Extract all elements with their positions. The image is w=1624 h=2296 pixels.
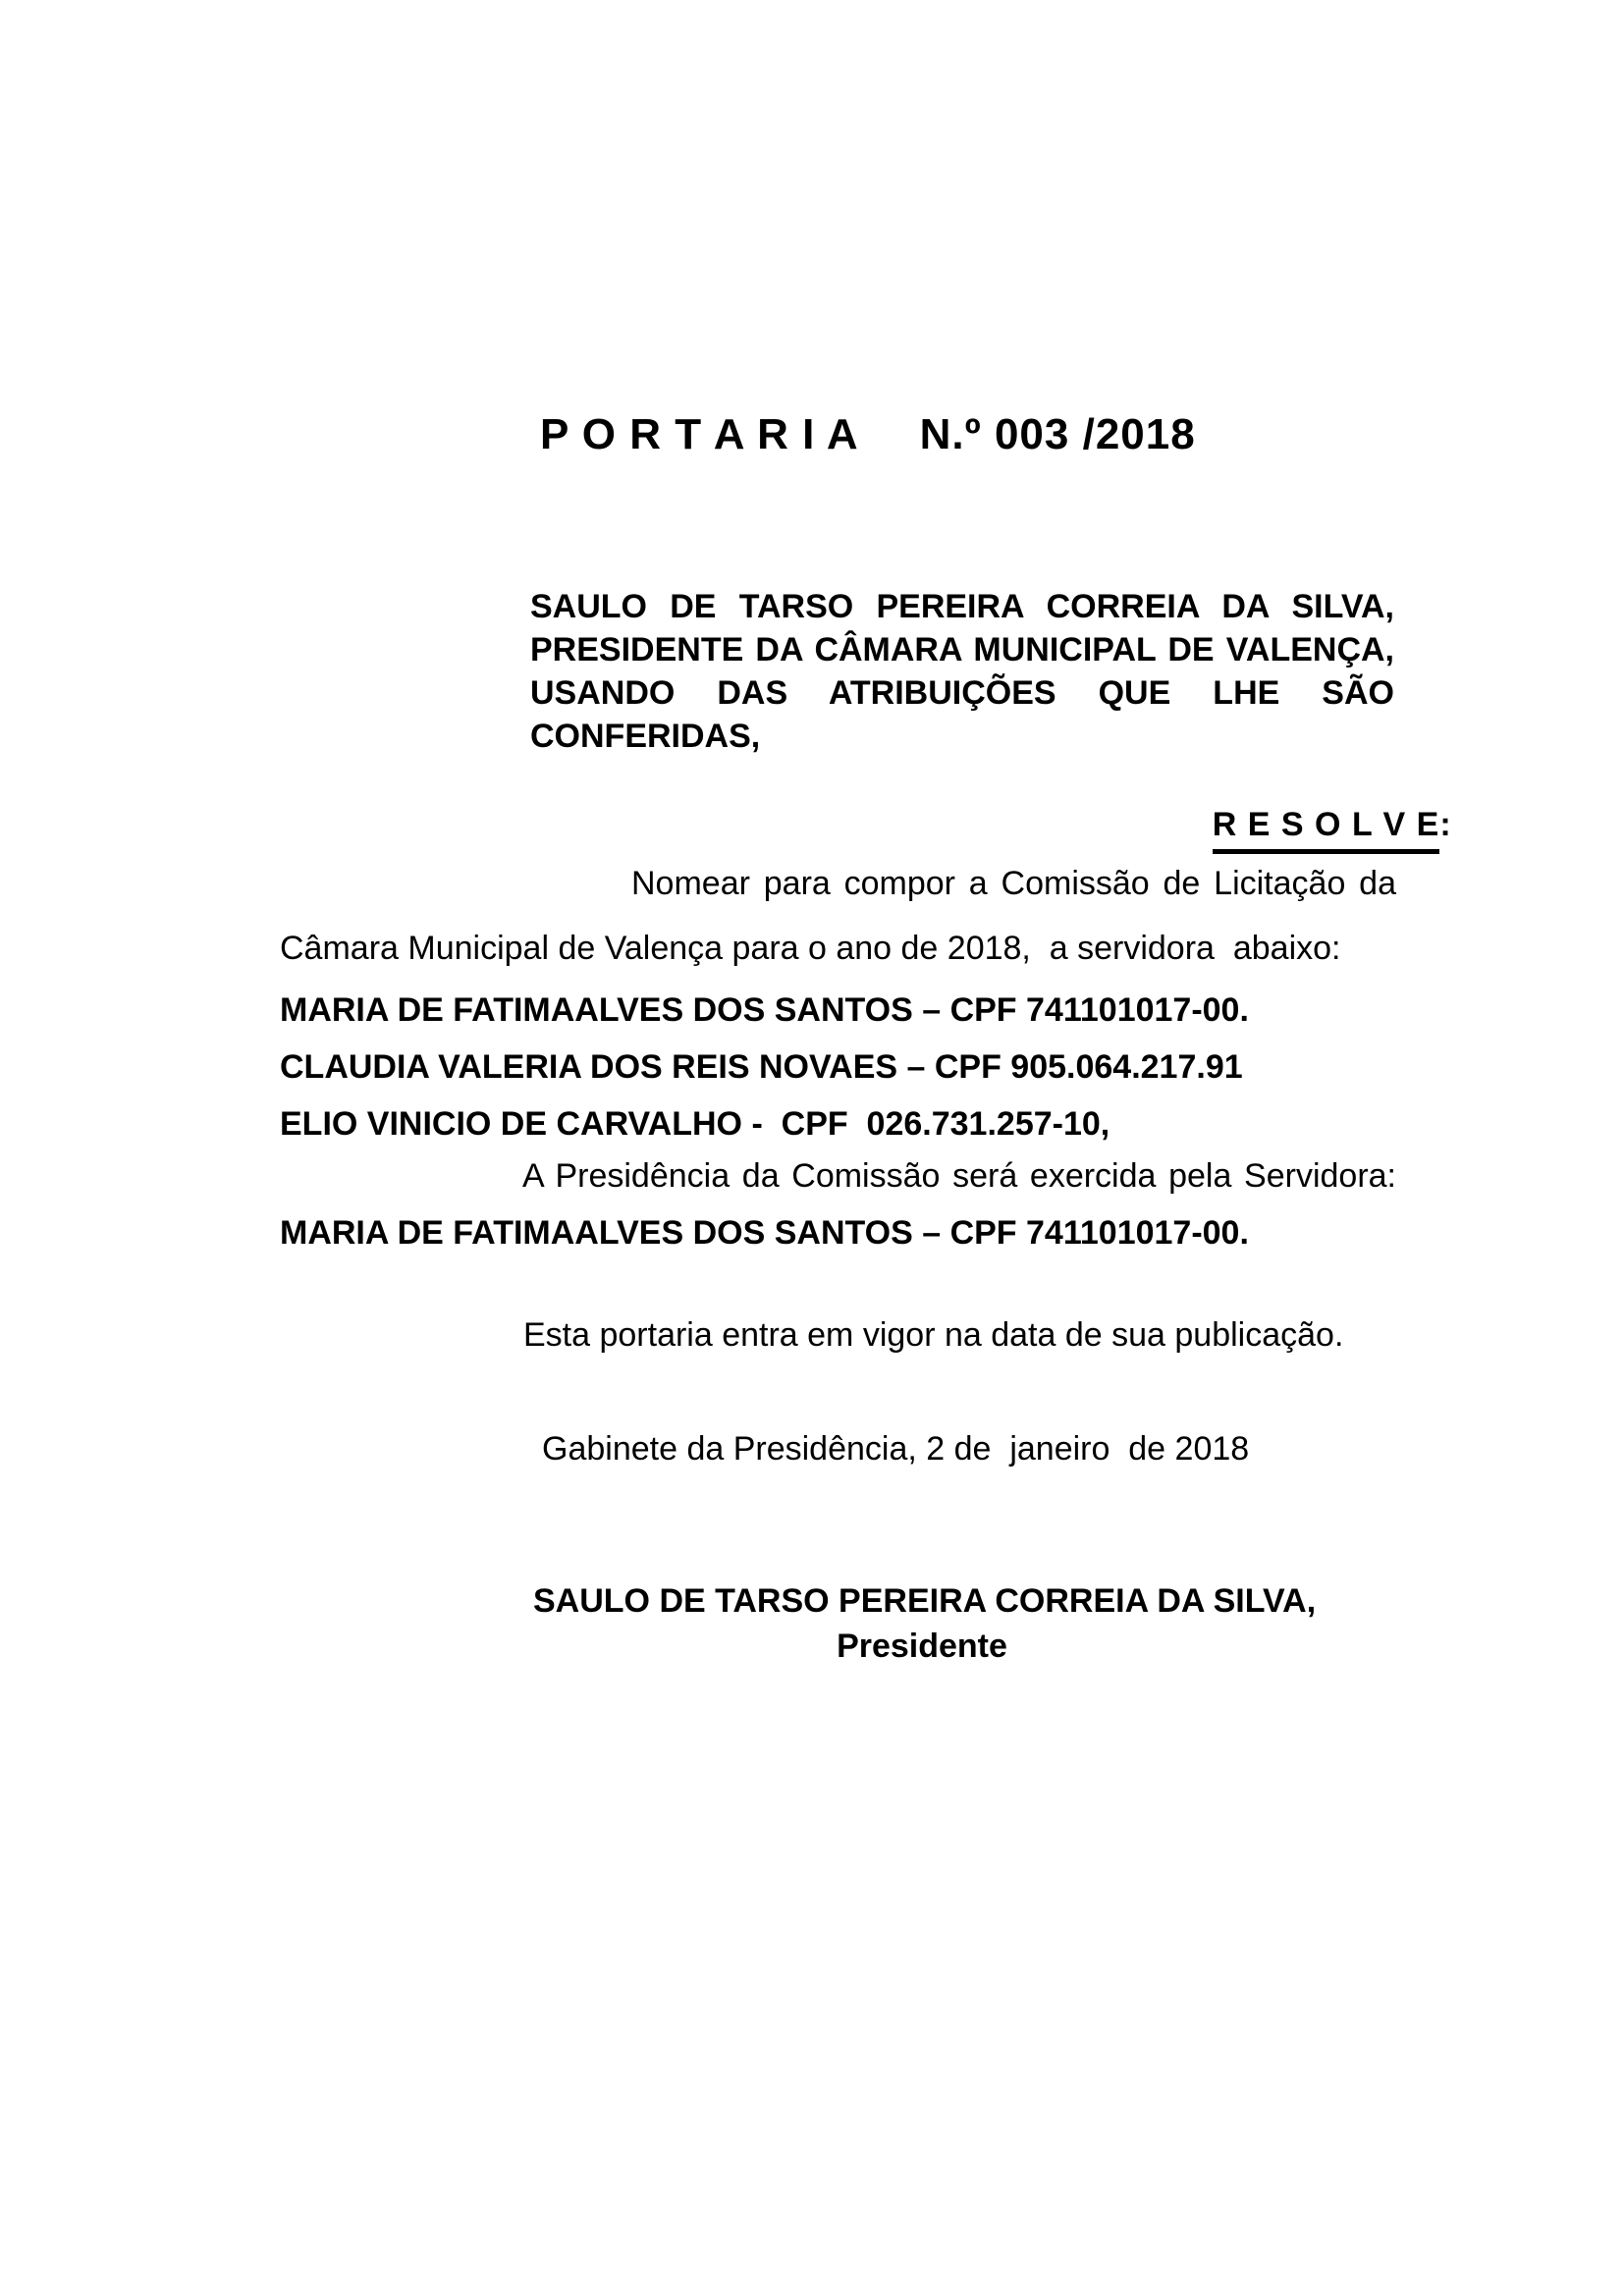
resolve-word: R E S O L V E <box>1213 805 1440 854</box>
member-line: CLAUDIA VALERIA DOS REIS NOVAES – CPF 905.064.217.91 <box>280 1048 1243 1086</box>
portaria-title-number: N.º 003 /2018 <box>919 410 1196 458</box>
president-member-line: MARIA DE FATIMAALVES DOS SANTOS – CPF 741101017-00. <box>280 1214 1249 1252</box>
portaria-title <box>540 410 1196 459</box>
preamble-paragraph <box>530 585 1394 758</box>
signature-block <box>533 1580 1317 1667</box>
preamble-line: USANDO DAS ATRIBUIÇÕES QUE LHE SÃO <box>530 674 1394 712</box>
portaria-title-name: P O R T A R I A <box>540 410 859 458</box>
member-line: ELIO VINICIO DE CARVALHO - CPF 026.731.257-10, <box>280 1105 1110 1143</box>
resolve-colon: : <box>1439 806 1452 843</box>
preamble-line: CONFERIDAS, <box>530 718 761 755</box>
preamble-line: PRESIDENTE DA CÂMARA MUNICIPAL DE VALENÇA, <box>530 631 1394 668</box>
appointment-line-2: Câmara Municipal de Valença para o ano de 2018, a servidora abaixo: <box>280 930 1341 967</box>
preamble-line: SAULO DE TARSO PEREIRA CORREIA DA SILVA, <box>530 588 1394 625</box>
effectiveness-line: Esta portaria entra em vigor na data de sua publicação. <box>523 1316 1344 1354</box>
member-line: MARIA DE FATIMAALVES DOS SANTOS – CPF 741101017-00. <box>280 991 1249 1029</box>
signature-name: SAULO DE TARSO PEREIRA CORREIA DA SILVA, <box>533 1582 1317 1620</box>
place-date-line: Gabinete da Presidência, 2 de janeiro de 2018 <box>542 1430 1250 1468</box>
members-list <box>280 982 1249 1152</box>
signature-role: Presidente <box>837 1628 1007 1665</box>
appointment-line-1: Nomear para compor a Comissão de Licitação da <box>631 865 1396 902</box>
presidency-line: A Presidência da Comissão será exercida pela Servidora: <box>522 1157 1396 1195</box>
